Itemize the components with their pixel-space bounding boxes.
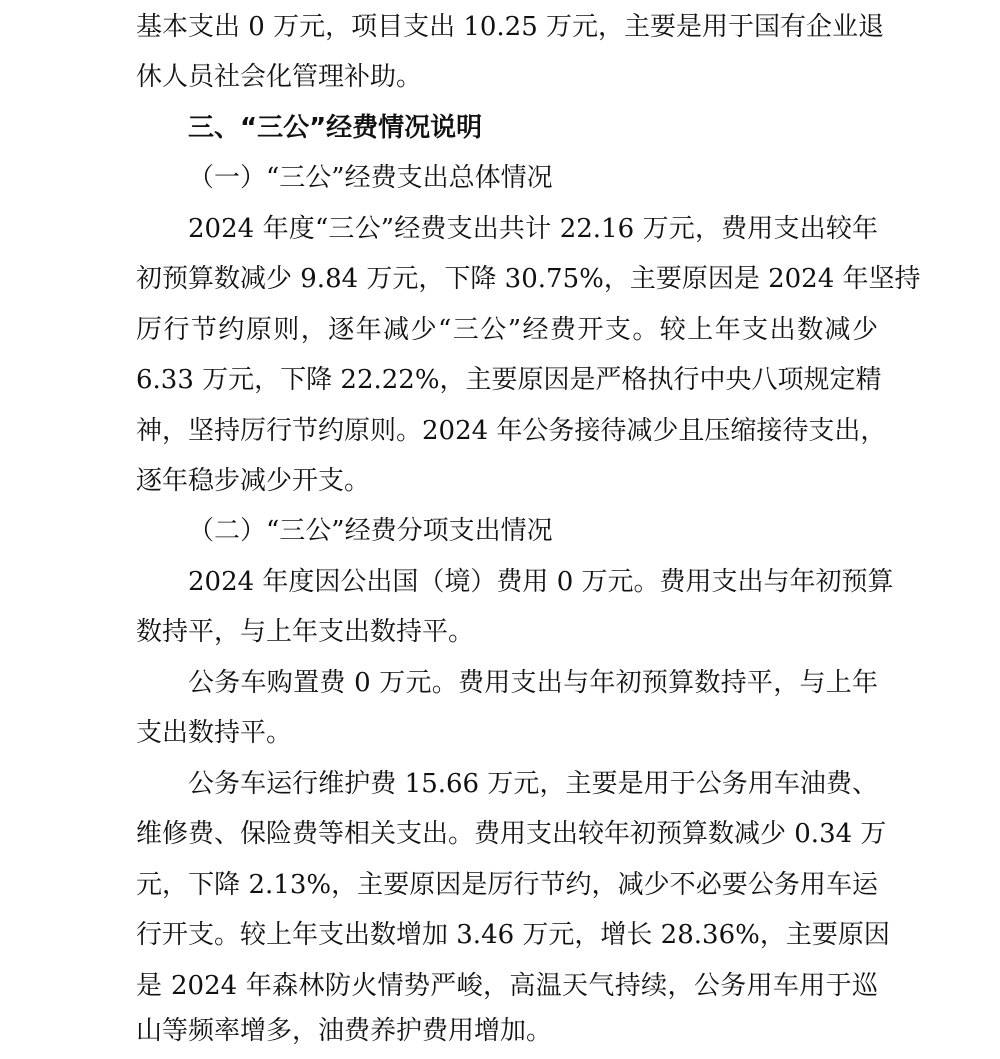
subsection-1-heading: （一）“三公”经费支出总体情况 — [188, 163, 553, 193]
abroad-line-1: 2024 年度因公出国（境）费用 0 万元。费用支出与年初预算 — [188, 567, 894, 597]
subsection-2-heading: （二）“三公”经费分项支出情况 — [188, 516, 553, 546]
overall-line-2: 初预算数减少 9.84 万元，下降 30.75%，主要原因是 2024 年坚持 — [136, 264, 921, 294]
purchase-line-1: 公务车购置费 0 万元。费用支出与年初预算数持平，与上年 — [188, 668, 878, 698]
operation-line-4: 行开支。较上年支出数增加 3.46 万元，增长 28.36%，主要原因 — [136, 920, 890, 950]
intro-line-1: 基本支出 0 万元，项目支出 10.25 万元，主要是用于国有企业退 — [136, 12, 885, 42]
overall-line-4: 6.33 万元，下降 22.22%，主要原因是严格执行中央八项规定精 — [136, 365, 882, 395]
operation-line-5: 是 2024 年森林防火情势严峻，高温天气持续，公务用车用于巡 — [136, 971, 878, 1001]
operation-line-3: 元，下降 2.13%，主要原因是厉行节约，减少不必要公务用车运 — [136, 870, 878, 900]
overall-line-5: 神，坚持厉行节约原则。2024 年公务接待减少且压缩接待支出， — [136, 416, 887, 446]
overall-line-6: 逐年稳步减少开支。 — [136, 466, 371, 496]
operation-line-6: 山等频率增多，油费养护费用增加。 — [136, 1016, 553, 1046]
purchase-line-2: 支出数持平。 — [136, 718, 293, 748]
operation-line-1: 公务车运行维护费 15.66 万元，主要是用于公务用车油费、 — [188, 769, 878, 799]
section-3-heading: 三、“三公”经费情况说明 — [188, 113, 483, 143]
abroad-line-2: 数持平，与上年支出数持平。 — [136, 617, 475, 647]
operation-line-2: 维修费、保险费等相关支出。费用支出较年初预算数减少 0.34 万 — [136, 819, 887, 849]
intro-line-2: 休人员社会化管理补助。 — [136, 62, 423, 92]
overall-line-1: 2024 年度“三公”经费支出共计 22.16 万元，费用支出较年 — [188, 214, 878, 244]
overall-line-3: 厉行节约原则，逐年减少“三公”经费开支。较上年支出数减少 — [136, 315, 878, 345]
